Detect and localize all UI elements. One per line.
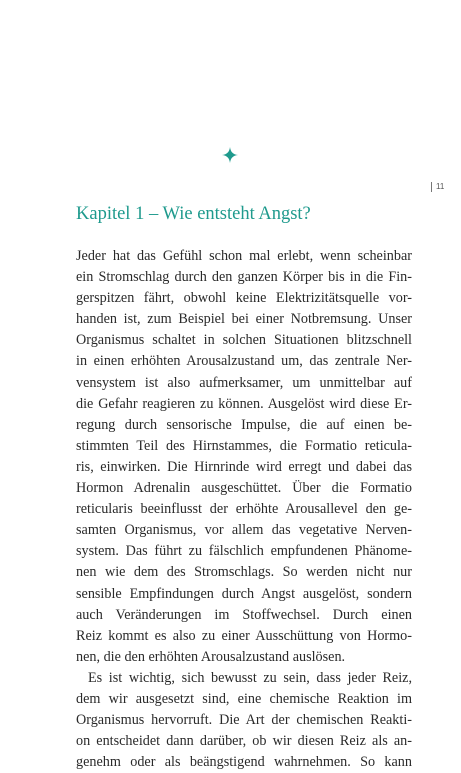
text-line: handen ist, zum Beispiel bei einer Notbremsung. Unser bbox=[76, 311, 412, 328]
text-line: genehm oder als beängstigend wahrnehmen. So kann bbox=[76, 754, 412, 771]
page-number bbox=[431, 182, 444, 192]
text-line: samten Organismus, vor allem das vegetative Nerven- bbox=[76, 522, 412, 539]
text-line: stimmten Teil des Hirnstammes, die Formatio reticula- bbox=[76, 437, 412, 454]
text-line: in einen erhöhten Arousalzustand um, das zentrale Ner- bbox=[76, 353, 412, 370]
text-line: nen wie dem des Stromschlags. So werden nicht nur bbox=[76, 564, 412, 581]
text-line: auch Veränderungen im Stoffwechsel. Durch einen bbox=[76, 606, 412, 623]
text-line: nen, die den erhöhten Arousalzustand auslösen. bbox=[76, 648, 346, 665]
text-line: gerspitzen fährt, obwohl keine Elektrizitätsquelle vor- bbox=[76, 290, 412, 307]
text-line: system. Das führt zu fälschlich empfundenen Phänome- bbox=[76, 543, 412, 560]
text-line: die Gefahr reagieren zu können. Ausgelöst wird diese Er- bbox=[76, 395, 412, 412]
folio-divider bbox=[431, 182, 432, 192]
text-line: dem wir ausgesetzt sind, eine chemische Reaktion im bbox=[76, 690, 412, 707]
text-line: Reiz kommt es also zu einer Ausschüttung von Hormo- bbox=[76, 627, 412, 644]
text-line: sensible Empfindungen durch Angst ausgelöst, sondern bbox=[76, 585, 412, 602]
text-line: Hormon Adrenalin ausgeschüttet. Über die Formatio bbox=[76, 480, 412, 497]
text-line: on entscheidet dann darüber, ob wir diesen Reiz als an- bbox=[76, 733, 412, 750]
four-point-star-icon bbox=[222, 147, 238, 163]
text-line: regung durch sensorische Impulse, die auf einen be- bbox=[76, 416, 412, 433]
text-line: ris, einwirken. Die Hirnrinde wird erregt und dabei das bbox=[76, 458, 412, 475]
text-line: Organismus schaltet in solchen Situationen blitzschnell bbox=[76, 332, 412, 349]
text-line: reticularis beeinflusst der erhöhte Arousallevel den ge- bbox=[76, 501, 412, 518]
text-line: Es ist wichtig, sich bewusst zu sein, dass jeder Reiz, bbox=[88, 669, 412, 686]
text-line: Jeder hat das Gefühl schon mal erlebt, wenn scheinbar bbox=[76, 248, 412, 264]
text-line: vensystem ist also aufmerksamer, um unmittelbar auf bbox=[76, 374, 412, 391]
text-line: ein Stromschlag durch den ganzen Körper bis in die Fin- bbox=[76, 269, 412, 286]
body-text bbox=[76, 246, 412, 773]
chapter-title: Kapitel 1 – Wie entsteht Angst? bbox=[76, 204, 311, 224]
page-number-text: 11 bbox=[436, 182, 445, 192]
text-line: Organismus hervorruft. Die Art der chemischen Reakti- bbox=[76, 712, 412, 729]
